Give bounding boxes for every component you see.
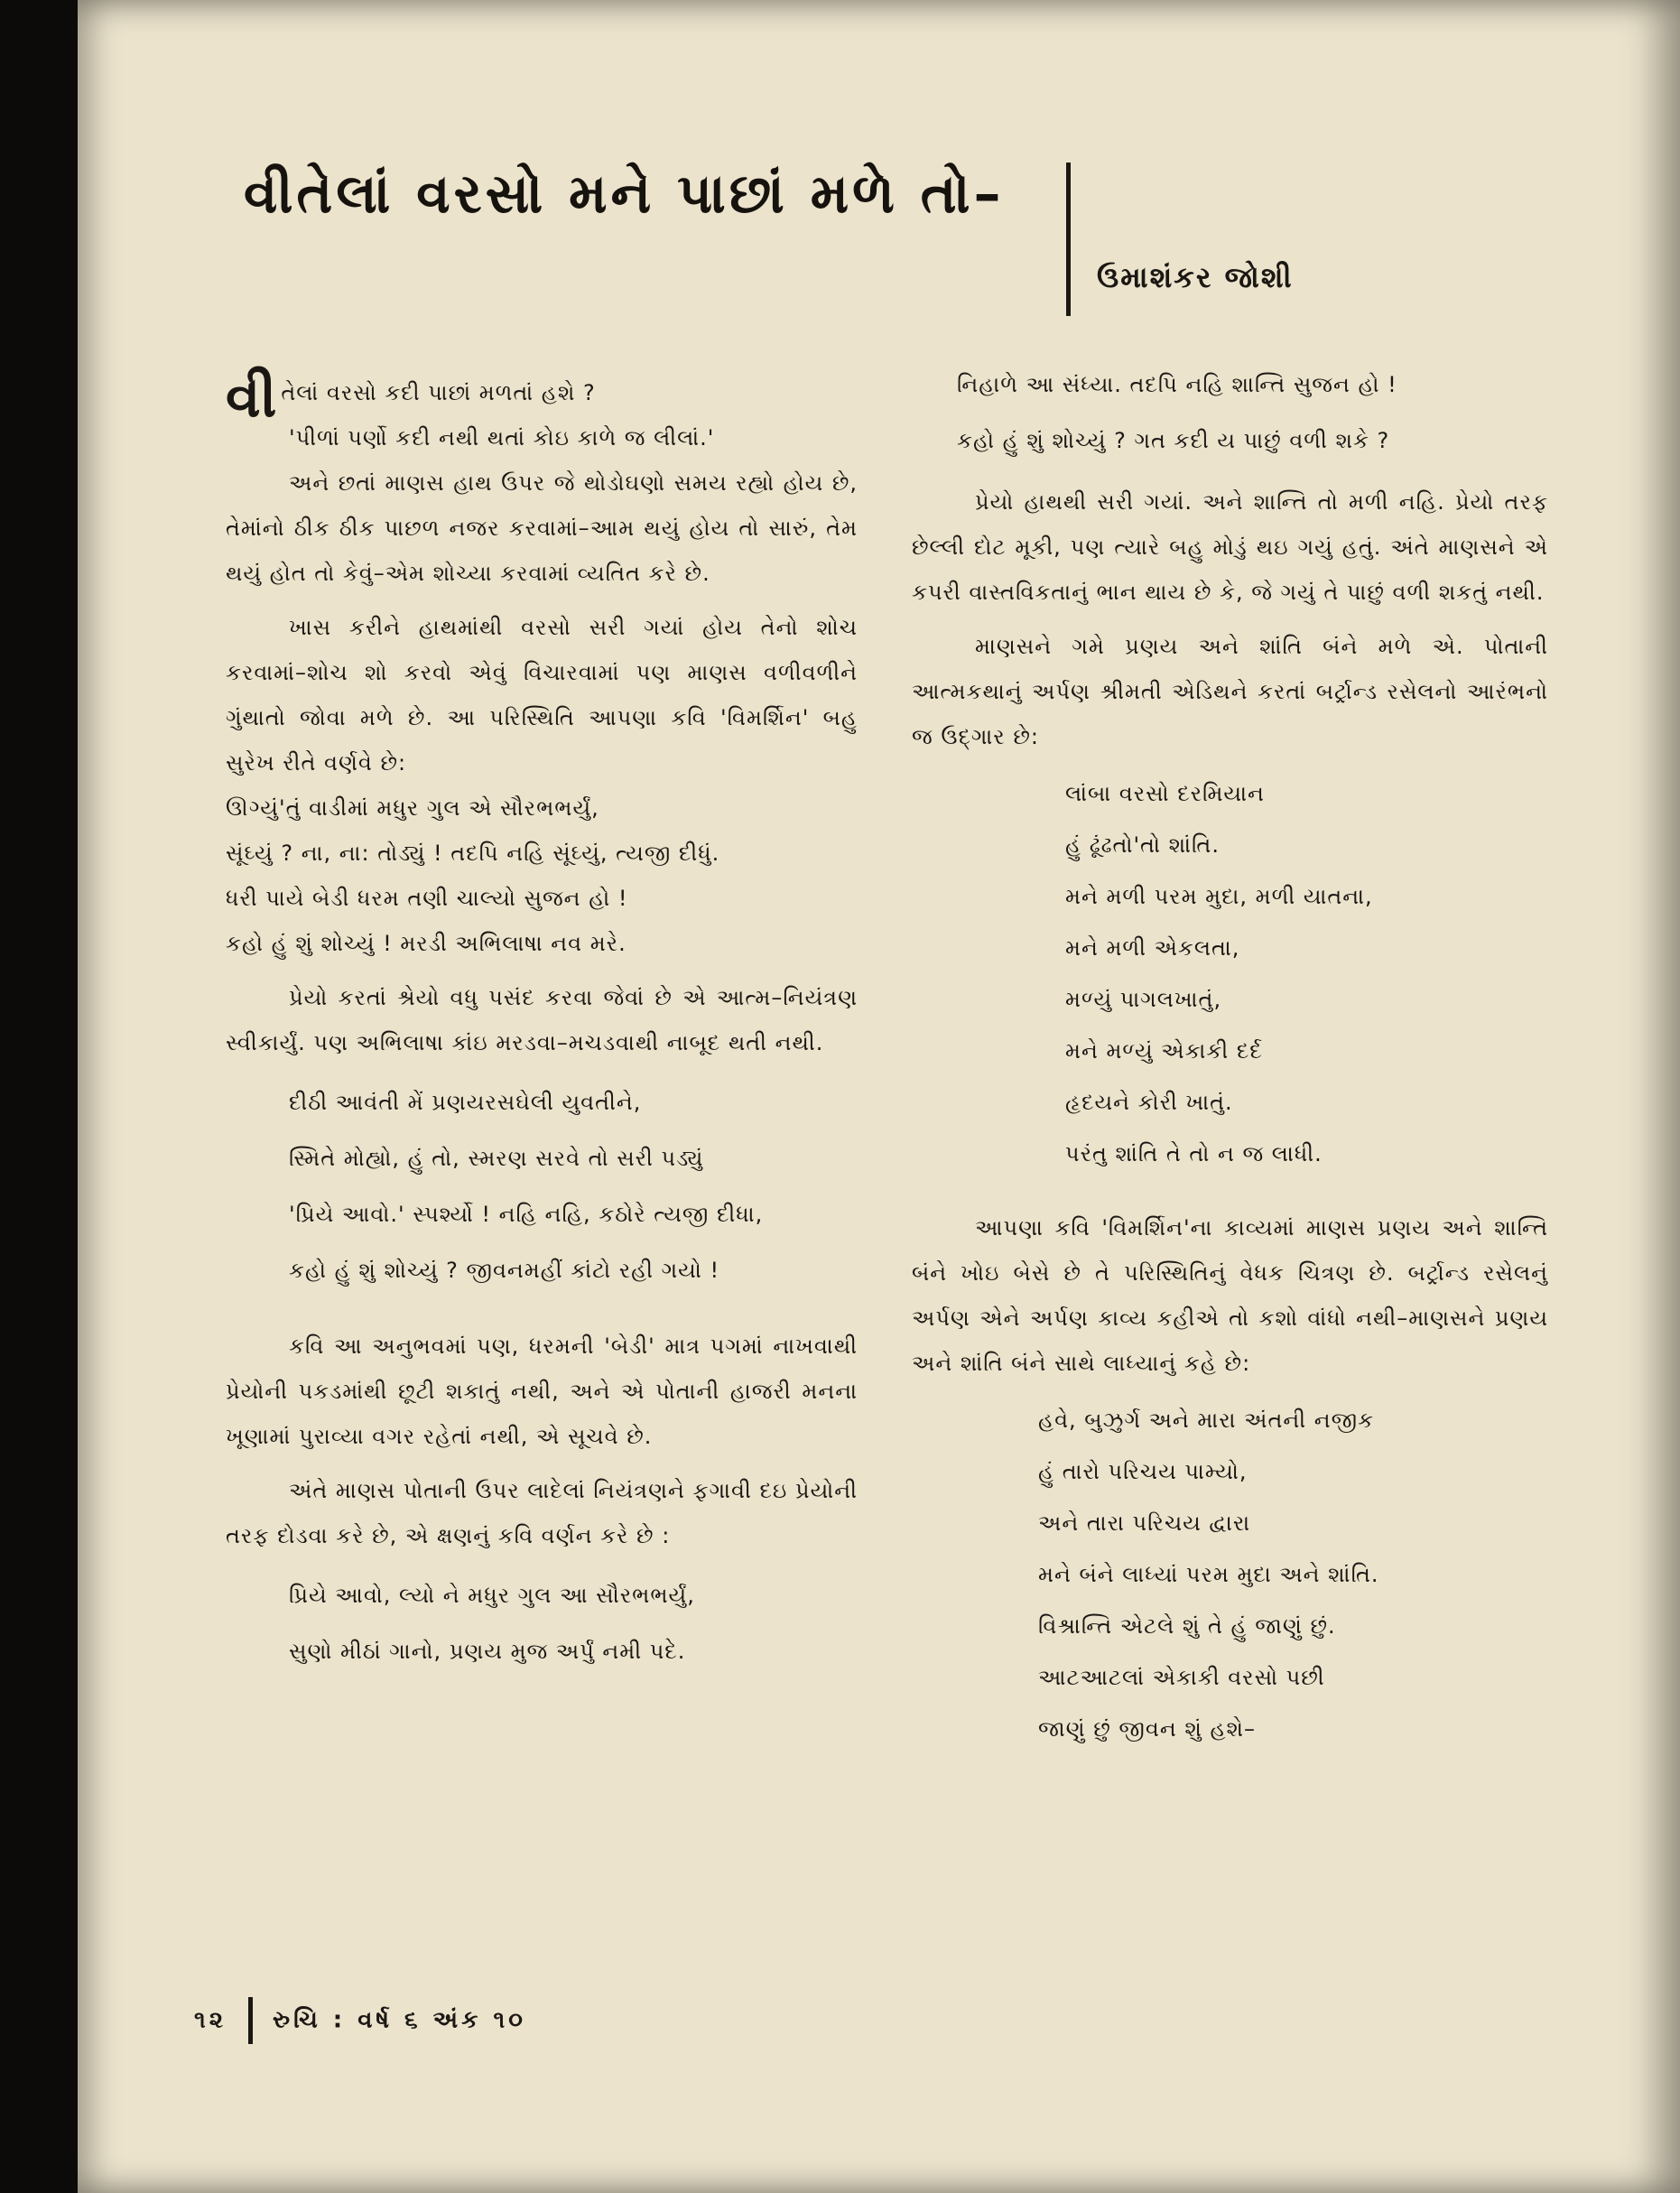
verse-line: હું ઢૂંઢતો'તો શાંતિ. — [1065, 832, 1220, 858]
verse-line: પ્રિયે આવો, લ્યો ને મધુર ગુલ આ સૌરભભર્યું, — [289, 1583, 695, 1608]
author-name: ઉમાશંકર જોશી — [1097, 260, 1294, 294]
page-number: ૧૨ — [194, 2006, 227, 2034]
verse-block — [226, 1074, 858, 1298]
verse-line: મને મળી પરમ મુદા, મળી યાતના, — [1065, 884, 1373, 909]
paragraph: અંતે માણસ પોતાની ઉપર લાદેલાં નિયંત્રણને ફગાવી દઇ પ્રેયોની તરફ દોડવા કરે છે, એ ક્ષણનું કવિ વર્ણન કરે છે : — [226, 1478, 858, 1548]
right-column — [912, 357, 1548, 1755]
verse-line: જાણું છું જીવન શું હશે– — [1038, 1716, 1257, 1742]
quote-line: 'પીળાં પર્ણો કદી નથી થતાં કોઇ કાળે જ લીલાં.' — [289, 425, 715, 451]
footer-divider — [248, 1997, 253, 2044]
verse-block — [912, 357, 1548, 469]
verse-line: અને તારા પરિચય દ્વારા — [1038, 1510, 1251, 1536]
verse-line: મને મળ્યું એકાકી દર્દ — [1065, 1038, 1263, 1064]
verse-line: કહો હું શું શોચ્યું ? જીવનમહીં કાંટો રહી ગયો ! — [289, 1258, 720, 1283]
verse-line: નિહાળે આ સંધ્યા. તદપિ નહિ શાન્તિ સુજન હો ! — [957, 372, 1397, 397]
paragraph: પ્રેયો કરતાં શ્રેયો વધુ પસંદ કરવા જેવાં છે એ આત્મ–નિયંત્રણ સ્વીકાર્યું. પણ અભિલાષા કાંઇ મરડવા–મચડવાથી નાબૂદ થતી નથી. — [226, 985, 858, 1055]
verse-line: હવે, બુઝુર્ગ અને મારા અંતની નજીક — [1038, 1408, 1375, 1433]
verse-line: સૂંઘ્યું ? ના, ના: તોડ્યું ! તદપિ નહિ સૂંઘ્યું, ત્યજી દીધું. — [226, 841, 720, 866]
verse-line: મને બંને લાધ્યાં પરમ મુદા અને શાંતિ. — [1038, 1562, 1379, 1587]
issue-info: રુચિ : વર્ષ ૬ અંક ૧૦ — [273, 2006, 526, 2034]
verse-block — [912, 768, 1548, 1180]
verse-line: સુણો મીઠાં ગાનો, પ્રણય મુજ અર્પું નમી પદે. — [289, 1639, 686, 1664]
verse-line: દીઠી આવંતી મેં પ્રણયરસઘેલી યુવતીને, — [289, 1090, 642, 1115]
verse-line: મને મળી એકલતા, — [1065, 935, 1240, 961]
verse-line: મળ્યું પાગલખાતું, — [1065, 987, 1222, 1012]
verse-block — [226, 785, 858, 966]
verse-line: કહો હું શું શોચ્યું ? ગત કદી ય પાછું વળી શકે ? — [957, 428, 1390, 453]
verse-line: 'પ્રિયે આવો.' સ્પર્શ્યો ! નહિ નહિ, કઠોરે ત્યજી દીધા, — [289, 1202, 764, 1227]
verse-line: લાંબા વરસો દરમિયાન — [1065, 781, 1265, 806]
verse-line: આટઆટલાં એકાકી વરસો પછી — [1038, 1665, 1325, 1690]
verse-block — [226, 1567, 858, 1679]
verse-line: સ્મિતે મોહ્યો, હું તો, સ્મરણ સરવે તો સરી પડ્યું — [289, 1146, 704, 1171]
verse-line: હૃદયને કોરી ખાતું. — [1065, 1090, 1233, 1115]
paragraph: માણસને ગમે પ્રણય અને શાંતિ બંને મળે એ. પોતાની આત્મકથાનું અર્પણ શ્રીમતી એડિથને કરતાં બર્ટ્રાન્ડ રસેલનો આરંભનો જ ઉદ્ગાર છે: — [912, 634, 1548, 749]
paragraph: ખાસ કરીને હાથમાંથી વરસો સરી ગયાં હોય તેનો શોચ કરવામાં–શોચ શો કરવો એવું વિચારવામાં પણ માણસ વળીવળીને ગુંથાતો જોવા મળે છે. આ પરિસ્થિતિ આપણા કવિ 'વિમર્શિન' બહુ સુરેખ રીતે વર્ણવે છે: — [226, 615, 858, 776]
verse-block — [912, 1395, 1548, 1755]
verse-line: વિશ્રાન્તિ એટલે શું તે હું જાણું છું. — [1038, 1613, 1336, 1639]
article-title: વીતેલાં વરસો મને પાછાં મળે તો– — [244, 163, 1005, 226]
paragraph: પ્રેયો હાથથી સરી ગયાં. અને શાન્તિ તો મળી નહિ. પ્રેયો તરફ છેલ્લી દોટ મૂકી, પણ ત્યારે બહુ મોડું થઇ ગયું હતું. અંતે માણસને એ કપરી વાસ્તવિકતાનું ભાન થાય છે કે, જે ગયું તે પાછું વળી શકતું નથી. — [912, 489, 1548, 605]
verse-line: કહો હું શું શોચ્યું ! મરડી અભિલાષા નવ મરે. — [226, 931, 627, 956]
left-column — [226, 364, 858, 1679]
title-divider — [1066, 163, 1071, 316]
paragraph: કવિ આ અનુભવમાં પણ, ધરમની 'બેડી' માત્ર પગમાં નાખવાથી પ્રેયોની પકડમાંથી છૂટી શકાતું નથી, અને એ પોતાની હાજરી મનના ખૂણામાં પુરાવ્યા વગર રહેતાં નથી, એ સૂચવે છે. — [226, 1333, 858, 1449]
paragraph: અને છતાં માણસ હાથ ઉપર જે થોડોઘણો સમય રહ્યો હોય છે, તેમાંનો ઠીક ઠીક પાછળ નજર કરવામાં–આમ થયું હોય તો સારું, તેમ થયું હોત તો કેવું–એમ શોચ્યા કરવામાં વ્યતિત કરે છે. — [226, 470, 858, 586]
page-footer — [194, 1997, 526, 2044]
drop-cap: વી — [226, 364, 278, 430]
verse-line: ધરી પાયે બેડી ધરમ તણી ચાલ્યો સુજન હો ! — [226, 886, 628, 911]
verse-line: ઊગ્યું'તું વાડીમાં મધુર ગુલ એ સૌરભભર્યું, — [226, 795, 599, 821]
paragraph: આપણા કવિ 'વિમર્શિન'ના કાવ્યમાં માણસ પ્રણય અને શાન્તિ બંને ખોઇ બેસે છે તે પરિસ્થિતિનું વેધક ચિત્રણ છે. બર્ટ્રાન્ડ રસેલનું અર્પણ એને અર્પણ કાવ્ય કહીએ તો કશો વાંધો નથી–માણસને પ્રણય અને શાંતિ બંને સાથે લાધ્યાનું કહે છે: — [912, 1215, 1548, 1376]
opening-line: તેલાં વરસો કદી પાછાં મળતાં હશે ? — [281, 380, 596, 405]
verse-line: હું તારો પરિચય પામ્યો, — [1038, 1459, 1248, 1484]
verse-line: પરંતુ શાંતિ તે તો ન જ લાધી. — [1065, 1141, 1323, 1166]
